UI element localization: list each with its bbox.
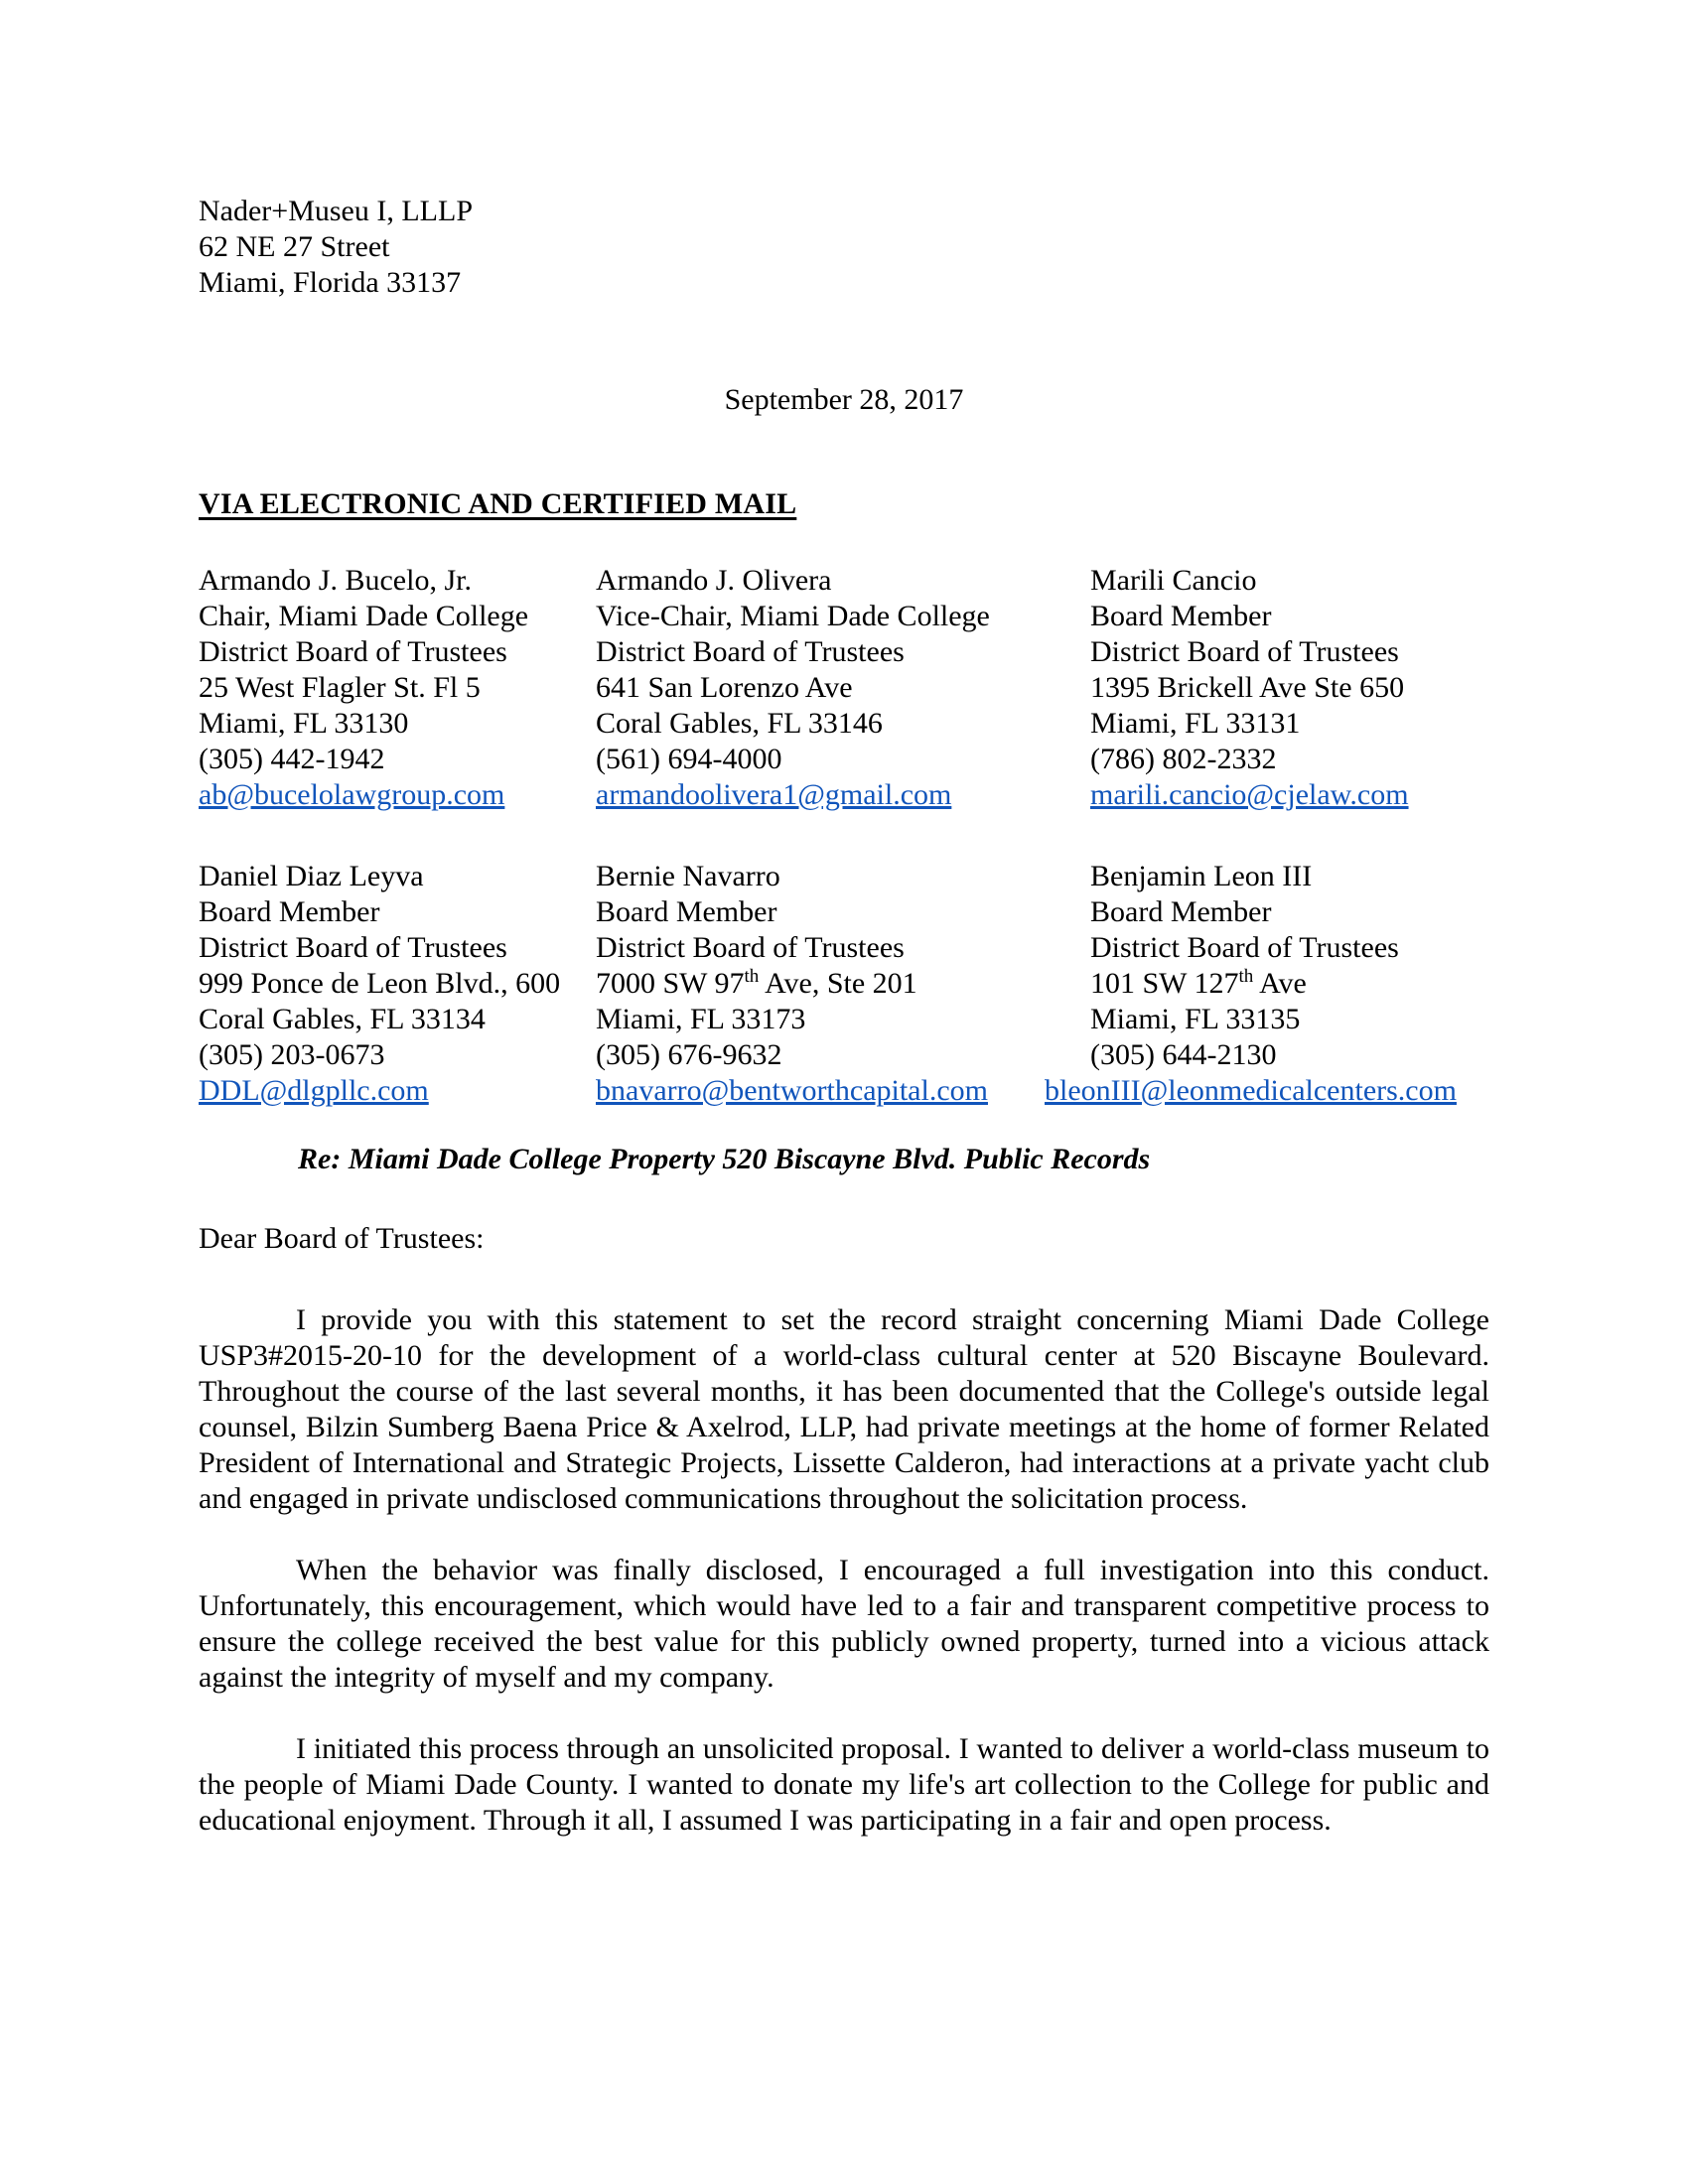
recipient-line: (561) 694-4000	[596, 743, 782, 775]
body-paragraph: When the behavior was finally disclosed, I encouraged a full investigation into this conduct. Unfortunately, this encouragement, which would have led to a fair and transparent competitive process to ensure the college received the best value for this publicly owned property, turned into a vicious attack against the integrity of myself and my company.	[199, 1554, 1489, 1694]
recipient-line: (786) 802-2332	[1090, 743, 1277, 775]
body-paragraph: I provide you with this statement to set the record straight concerning Miami Dade College USP3#2015-20-10 for the development of a world-class cultural center at 520 Biscayne Boulevard. Throughout the course of the last several months, it has been documented that the College's outside legal counsel, Bilzin Sumberg Baena Price & Axelrod, LLP, had private meetings at the home of former Related President of International and Strategic Projects, Lissette Calderon, had interactions at a private yacht club and engaged in private undisclosed communications throughout the solicitation process.	[199, 1303, 1489, 1515]
recipient-line: (305) 644-2130	[1090, 1038, 1277, 1071]
recipient-line: District Board of Trustees	[199, 931, 507, 964]
subject-line: Re: Miami Dade College Property 520 Biscayne Blvd. Public Records	[298, 1143, 1151, 1175]
recipient-block	[1045, 859, 1489, 1109]
recipient-email-link[interactable]: marili.cancio@cjelaw.com	[1090, 778, 1409, 811]
recipient-name: Armando J. Bucelo, Jr.	[199, 564, 472, 597]
recipients-row-2	[199, 859, 1489, 1109]
recipient-name: Benjamin Leon III	[1090, 860, 1313, 892]
sender-name: Nader+Museu I, LLLP	[199, 195, 474, 227]
recipient-email-line	[1090, 777, 1489, 813]
recipient-line: District Board of Trustees	[596, 635, 905, 668]
delivery-method-heading: VIA ELECTRONIC AND CERTIFIED MAIL	[199, 487, 797, 520]
recipient-line: Miami, FL 33173	[596, 1003, 806, 1035]
sender-street: 62 NE 27 Street	[199, 230, 390, 263]
recipient-block	[199, 859, 596, 1109]
letter-body	[199, 1302, 1489, 1839]
recipient-name: Armando J. Olivera	[596, 564, 832, 597]
recipient-name: Bernie Navarro	[596, 860, 780, 892]
recipient-line: Board Member	[199, 895, 380, 928]
recipient-line: Board Member	[596, 895, 777, 928]
recipient-line: Board Member	[1090, 600, 1272, 632]
recipient-email-link[interactable]: bleonIII@leonmedicalcenters.com	[1045, 1074, 1457, 1107]
recipient-line: Miami, FL 33135	[1090, 1003, 1301, 1035]
recipient-line: 999 Ponce de Leon Blvd., 600	[199, 967, 561, 1000]
recipient-line: Miami, FL 33130	[199, 707, 409, 740]
recipient-line: (305) 203-0673	[199, 1038, 385, 1071]
recipients-row-1	[199, 563, 1489, 813]
recipient-email-link[interactable]: DDL@dlgpllc.com	[199, 1074, 429, 1107]
recipient-line: District Board of Trustees	[1090, 635, 1399, 668]
recipient-email-line	[199, 1073, 596, 1109]
recipient-line: Board Member	[1090, 895, 1272, 928]
recipient-email-line	[199, 777, 596, 813]
recipient-line: 25 West Flagler St. Fl 5	[199, 671, 481, 704]
letter-date: September 28, 2017	[724, 383, 964, 416]
recipient-email-line	[596, 777, 1090, 813]
recipient-line: District Board of Trustees	[199, 635, 507, 668]
sender-address	[199, 194, 1489, 301]
recipient-line: 101 SW 127th Ave	[1090, 966, 1307, 1000]
recipient-line: (305) 676-9632	[596, 1038, 782, 1071]
body-paragraph: I initiated this process through an unsolicited proposal. I wanted to deliver a world-class museum to the people of Miami Dade County. I wanted to donate my life's art collection to the College for public and educational enjoyment. Through it all, I assumed I was participating in a fair and open process.	[199, 1732, 1489, 1837]
recipient-name: Daniel Diaz Leyva	[199, 860, 424, 892]
salutation: Dear Board of Trustees:	[199, 1222, 485, 1255]
recipient-line: District Board of Trustees	[1090, 931, 1399, 964]
recipient-block	[1090, 563, 1489, 813]
recipient-block	[596, 859, 1090, 1109]
recipient-line: Miami, FL 33131	[1090, 707, 1301, 740]
sender-city-state-zip: Miami, Florida 33137	[199, 266, 462, 299]
recipient-email-link[interactable]: armandoolivera1@gmail.com	[596, 778, 952, 811]
recipient-line: District Board of Trustees	[596, 931, 905, 964]
recipient-line: (305) 442-1942	[199, 743, 385, 775]
recipient-line: Chair, Miami Dade College	[199, 600, 529, 632]
recipient-name: Marili Cancio	[1090, 564, 1257, 597]
recipient-email-link[interactable]: ab@bucelolawgroup.com	[199, 778, 505, 811]
recipient-email-line	[1045, 1073, 1489, 1109]
recipient-line: 7000 SW 97th Ave, Ste 201	[596, 966, 917, 1000]
recipient-email-line	[596, 1073, 1090, 1109]
recipient-line: 641 San Lorenzo Ave	[596, 671, 853, 704]
recipient-line: Coral Gables, FL 33134	[199, 1003, 486, 1035]
recipient-line: Coral Gables, FL 33146	[596, 707, 883, 740]
recipient-line: 1395 Brickell Ave Ste 650	[1090, 671, 1405, 704]
recipient-block	[199, 563, 596, 813]
recipient-line: Vice-Chair, Miami Dade College	[596, 600, 990, 632]
recipient-email-link[interactable]: bnavarro@bentworthcapital.com	[596, 1074, 988, 1107]
recipient-block	[596, 563, 1090, 813]
